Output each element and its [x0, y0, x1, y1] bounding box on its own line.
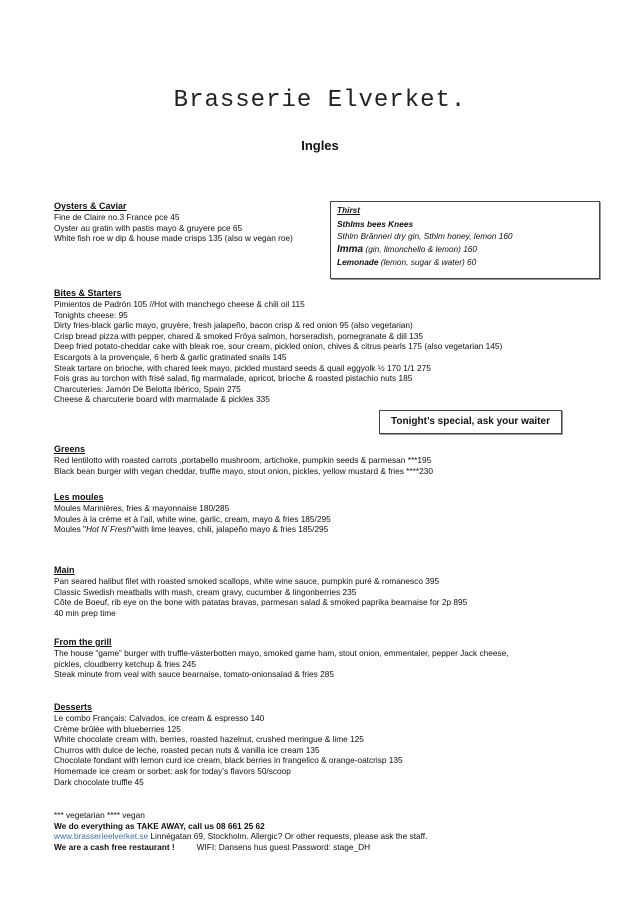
menu-item: Steak minute from veal with sauce bearnaise, tomato-onionsalad & fries 285 [54, 669, 334, 680]
diet-legend: *** vegetarian **** vegan [54, 810, 145, 820]
menu-item: Moules à la crème et à l’ail, white wine, garlic, cream, mayo & fries 185/295 [54, 513, 331, 524]
menu-item: Escargots à la provençale, 6 herb & garlic gratinated snails 145 [54, 351, 287, 362]
section-title: Bites & Starters [54, 288, 122, 298]
section-desserts [54, 702, 614, 787]
section-title: From the grill [54, 637, 112, 647]
menu-item: Pimientos de Padrón 105 //Hot with manchego cheese & chili oil 115 [54, 299, 305, 309]
section-title: Main [54, 565, 75, 575]
section-greens [54, 444, 614, 476]
menu-item: pickles, cloudberry ketchup & fries 245 [54, 658, 197, 669]
menu-item: Red lentilotto with roasted carrots ,portabello mushroom, artichoke, pumpkin seeds & parmesan ***195 [54, 455, 432, 465]
section-title: Oysters & Caviar [54, 201, 127, 211]
section-title: Desserts [54, 702, 93, 712]
drinks-box [330, 201, 600, 279]
menu-item: Crème brûlée with blueberries 125 [54, 723, 181, 734]
section-main [54, 565, 614, 618]
drink-name: Lemonade [337, 257, 379, 268]
menu-item: Pan seared halibut filet with roasted smoked scallops, white wine sauce, pumpkin puré & romanesco 395 [54, 576, 440, 586]
menu-item: Deep fried potato-cheddar cake with bleak roe, sour cream, pickled onion, chives & citrus pearls 175 (also vegetarian 145) [54, 341, 503, 352]
drink-desc: (lemon, sugar & water) 60 [378, 257, 477, 268]
section-moules [54, 492, 614, 535]
menu-item: Crisp bread pizza with pepper, chared & smoked Fröya salmon, horseradish, pomegranate & dill 135 [54, 330, 423, 341]
menu-item: Charcuteries: Jamón De Belotta Ibérico, Spain 275 [54, 383, 241, 394]
menu-item: Chocolate fondant with lemon curd ice cream, black berries in frangelico & orange-oatcrisp 135 [54, 755, 403, 766]
drink-name: Imma [337, 243, 364, 255]
menu-item: Moules "Hot N´Fresh"with lime leaves, chili, jalapeño mayo & fries 185/295 [54, 524, 329, 535]
special-notice: Tonight’s special, ask your waiter [379, 410, 562, 434]
menu-item: Dirty fries-black garlic mayo, gruyère, fresh jalapeño, bacon crisp & red onion 95 (also vegetarian) [54, 320, 413, 331]
menu-item: Moules Marinières, fries & mayonnaise 180/285 [54, 503, 230, 513]
menu-item: Fois gras au torchon with frisé salad, fig marmalade, apricot, brioche & roasted pistachio nuts 185 [54, 373, 413, 384]
menu-item: Oyster au gratin with pastis mayo & gruyere pce 65 [54, 222, 243, 233]
menu-item: White fish roe w dip & house made crisps 135 (also w vegan roe) [54, 233, 293, 244]
menu-item: The house “game” burger with truffle-västerbotten mayo, smoked game ham, stout onion, emmentaler, pepper Jack cheese, [54, 648, 509, 658]
wifi-info: WIFI: Dansens hus guest Password: stage_DH [196, 841, 371, 852]
menu-item: Le combo Français: Calvados, ice cream & espresso 140 [54, 713, 265, 723]
menu-item: Homemade ice cream or sorbet: ask for today’s flavors 50/scoop [54, 765, 291, 776]
menu-item: Côte de Boeuf, rib eye on the bone with patatas bravas, parmesan salad & smoked paprika bearnaise for 2p 895 [54, 597, 468, 608]
menu-item: Dark chocolate truffle 45 [54, 776, 144, 787]
section-bites [54, 288, 614, 405]
address-text: Linnégatan 69, Stockholm. Allergic? Or other requests, please ask the staff. [148, 831, 428, 842]
menu-item: Tonights cheese: 95 [54, 309, 128, 320]
menu-item: Steak tartare on brioche, with chared leek mayo, pickled mustard seeds & quail eggyolk ½ 170 1/1 275 [54, 362, 431, 373]
drink-name: Sthlms bees Knees [337, 218, 414, 229]
menu-item: Classic Swedish meatballs with mash, cream gravy, cucumber & lingonberries 235 [54, 586, 357, 597]
cashfree-notice: We are a cash free restaurant ! [54, 841, 175, 852]
takeaway-notice: We do everything as TAKE AWAY, call us 08 661 25 62 [54, 820, 265, 831]
drinks-title: Thirst [337, 205, 361, 215]
drink-desc: Sthlm Brănneri dry gin, Sthlm honey, lemon 160 [337, 231, 513, 242]
restaurant-logo: Brasserie Elverket. [173, 87, 467, 114]
section-grill [54, 637, 614, 680]
menu-item: 40 min prep time [54, 607, 116, 618]
footer [54, 810, 614, 852]
menu-item: Cheese & charcuterie board with marmalade & pickles 335 [54, 394, 270, 405]
menu-item: Black bean burger with vegan cheddar, truffle mayo, stout onion, pickles, yellow mustard & fries ****230 [54, 465, 433, 476]
website-link[interactable]: www.brasserieelverket.se [54, 831, 149, 842]
section-title: Greens [54, 444, 86, 454]
section-title: Les moules [54, 492, 104, 502]
menu-language-title: Ingles [301, 138, 339, 153]
menu-item: White chocolate cream with, berries, roasted hazelnut, crushed meringue & lime 125 [54, 734, 364, 745]
drink-desc: (gin, limonchello & lemon) 160 [363, 243, 478, 254]
menu-item: Churros with dulce de leche, roasted pecan nuts & vanilla ice cream 135 [54, 744, 320, 755]
menu-item: Fine de Claire no.3 France pce 45 [54, 212, 180, 222]
